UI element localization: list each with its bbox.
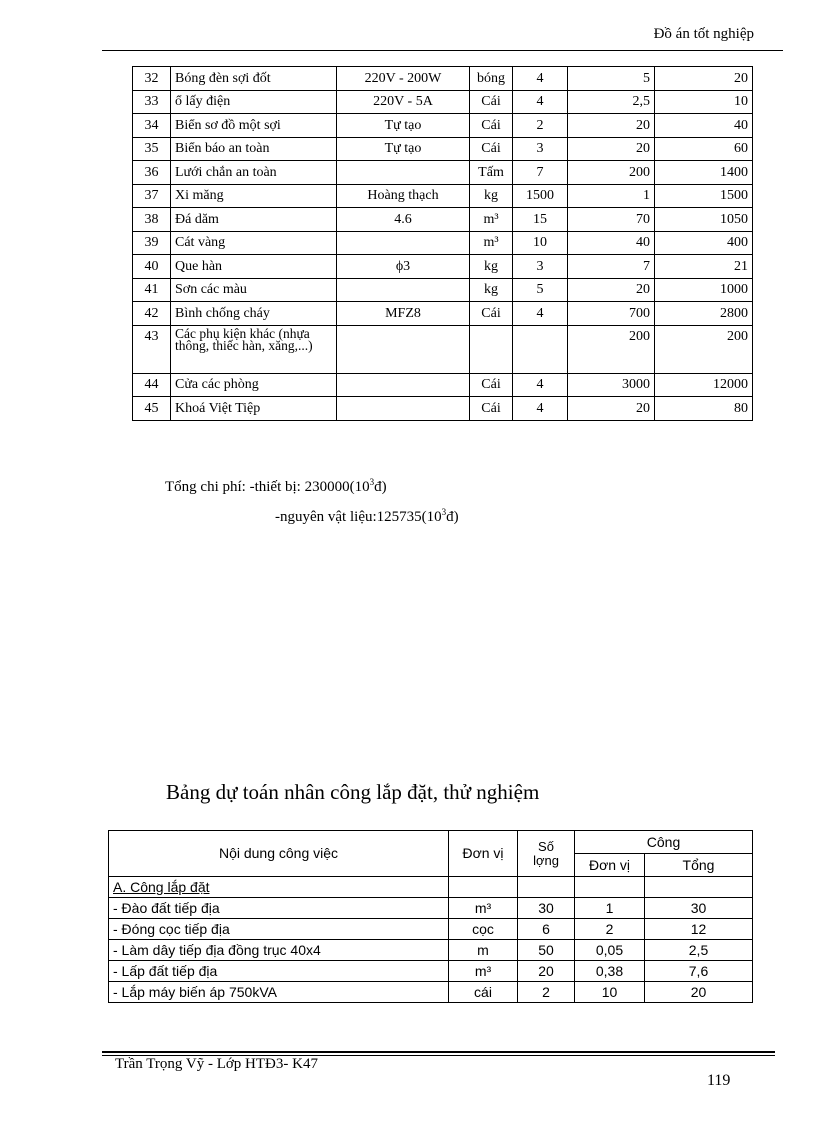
cell-spec — [337, 373, 470, 397]
cell-price: 40 — [568, 231, 655, 255]
cell-name: Biển sơ đồ một sợi — [171, 114, 337, 138]
cell-no: 42 — [133, 302, 171, 326]
cell-no: 45 — [133, 397, 171, 421]
cell-no: 37 — [133, 184, 171, 208]
cell-price: 20 — [568, 137, 655, 161]
cell-qty: 10 — [513, 231, 568, 255]
cell-qty: 3 — [513, 137, 568, 161]
cell-spec — [337, 161, 470, 185]
summary-label: Tổng chi phí: — [165, 479, 246, 495]
cell-cong-total: 7,6 — [645, 961, 753, 982]
cell-qty: 2 — [518, 982, 575, 1003]
labor-row — [109, 898, 753, 919]
cell-unit: Tấm — [470, 161, 513, 185]
cell-spec: 4.6 — [337, 208, 470, 232]
cell-unit: m³ — [470, 208, 513, 232]
page-number: 119 — [707, 1072, 731, 1089]
cell-name: Khoá Việt Tiệp — [171, 397, 337, 421]
cell-qty: 4 — [513, 90, 568, 114]
cell-total: 60 — [655, 137, 753, 161]
cell-task: - Đóng cọc tiếp địa — [109, 919, 449, 940]
material-row — [133, 325, 753, 373]
cost-summary — [165, 470, 459, 530]
cell-no: 41 — [133, 278, 171, 302]
cell-qty: 15 — [513, 208, 568, 232]
cell-unit: Cái — [470, 373, 513, 397]
cell-total: 1400 — [655, 161, 753, 185]
material-row — [133, 137, 753, 161]
col-header-content: Nội dung công việc — [109, 831, 449, 877]
cell-unit: Cái — [470, 397, 513, 421]
material-row — [133, 161, 753, 185]
labor-table-title: Bảng dự toán nhân công lắp đặt, thử nghiệm — [166, 780, 540, 804]
cell-no: 36 — [133, 161, 171, 185]
cell-unit: cọc — [449, 919, 518, 940]
labor-table — [108, 830, 753, 1003]
cell-price: 7 — [568, 255, 655, 279]
cell-unit: kg — [470, 184, 513, 208]
cell-name: ổ lấy điện — [171, 90, 337, 114]
material-row — [133, 208, 753, 232]
cell-cong-total: 12 — [645, 919, 753, 940]
col-header-qty: Số lợng — [518, 831, 575, 877]
cell-total: 12000 — [655, 373, 753, 397]
cell-total: 21 — [655, 255, 753, 279]
cell-qty: 20 — [518, 961, 575, 982]
cell-name: Xi măng — [171, 184, 337, 208]
cell-unit: bóng — [470, 67, 513, 91]
material-row — [133, 302, 753, 326]
header-rule — [102, 50, 783, 51]
cell-qty: 7 — [513, 161, 568, 185]
cell-unit: m³ — [449, 898, 518, 919]
cell-qty: 5 — [513, 278, 568, 302]
cell-no: 44 — [133, 373, 171, 397]
cell-price: 20 — [568, 278, 655, 302]
cell-spec: 220V - 5A — [337, 90, 470, 114]
material-row — [133, 255, 753, 279]
cell-spec: Tự tạo — [337, 114, 470, 138]
cell-spec: MFZ8 — [337, 302, 470, 326]
cell-total: 400 — [655, 231, 753, 255]
cell-total: 40 — [655, 114, 753, 138]
cell-qty: 3 — [513, 255, 568, 279]
cell-no: 35 — [133, 137, 171, 161]
cell-unit — [470, 325, 513, 373]
cell-price: 3000 — [568, 373, 655, 397]
material-row — [133, 231, 753, 255]
material-row — [133, 397, 753, 421]
cell-spec — [337, 231, 470, 255]
cell-price: 20 — [568, 397, 655, 421]
cell-no: 34 — [133, 114, 171, 138]
cell-qty: 4 — [513, 302, 568, 326]
footer-rule — [102, 1051, 775, 1053]
cell-cong-total: 2,5 — [645, 940, 753, 961]
cell-spec: Hoàng thạch — [337, 184, 470, 208]
cell-unit: Cái — [470, 114, 513, 138]
cell-spec: 220V - 200W — [337, 67, 470, 91]
cell-cong-unit: 0,05 — [575, 940, 645, 961]
cell-qty: 2 — [513, 114, 568, 138]
labor-row — [109, 961, 753, 982]
cell-name: Cát vàng — [171, 231, 337, 255]
material-row — [133, 278, 753, 302]
cell-total: 80 — [655, 397, 753, 421]
cell-name: Đá dăm — [171, 208, 337, 232]
cell-spec: Tự tạo — [337, 137, 470, 161]
cell-price: 200 — [568, 161, 655, 185]
cell-total: 200 — [655, 325, 753, 373]
cell-unit: m³ — [470, 231, 513, 255]
cell-name: Các phụ kiện khác (nhựa thông, thiếc hàn, xăng,...) — [171, 325, 337, 373]
cell-no: 43 — [133, 325, 171, 373]
cell-task: - Lấp đất tiếp địa — [109, 961, 449, 982]
cell-cong-total: 30 — [645, 898, 753, 919]
cell-unit: Cái — [470, 302, 513, 326]
cell-name: Lưới chắn an toàn — [171, 161, 337, 185]
cell-qty: 1500 — [513, 184, 568, 208]
cell-price: 20 — [568, 114, 655, 138]
cell-unit: m — [449, 940, 518, 961]
cell-cong-unit: 1 — [575, 898, 645, 919]
material-row — [133, 67, 753, 91]
cell-spec — [337, 325, 470, 373]
cell-price: 200 — [568, 325, 655, 373]
cell-unit: kg — [470, 278, 513, 302]
materials-table — [132, 66, 753, 421]
footer-author: Trần Trọng Vỹ - Lớp HTĐ3- K47 — [115, 1056, 318, 1072]
page-header-title: Đồ án tốt nghiệp — [653, 26, 754, 42]
labor-row — [109, 919, 753, 940]
cell-unit: m³ — [449, 961, 518, 982]
cell-no: 33 — [133, 90, 171, 114]
summary-line-equipment: Tổng chi phí: -thiết bị: $230000(10^3đ)$ — [165, 477, 387, 495]
cell-task: - Lắp máy biến áp 750kVA — [109, 982, 449, 1003]
cell-price: 5 — [568, 67, 655, 91]
cell-no: 38 — [133, 208, 171, 232]
cell-total: 20 — [655, 67, 753, 91]
cell-unit: Cái — [470, 90, 513, 114]
cell-qty: 4 — [513, 67, 568, 91]
cell-qty: 50 — [518, 940, 575, 961]
cell-price: 1 — [568, 184, 655, 208]
material-row — [133, 114, 753, 138]
summary-line-material: -nguyên vật $liệu:125735(10^3đ)$ — [275, 507, 459, 525]
cell-name: Que hàn — [171, 255, 337, 279]
section-row — [109, 877, 753, 898]
cell-price: 2,5 — [568, 90, 655, 114]
cell-cong-unit: 2 — [575, 919, 645, 940]
material-row — [133, 90, 753, 114]
cell-total: 1000 — [655, 278, 753, 302]
cell-total: 2800 — [655, 302, 753, 326]
col-header-cong: Công — [575, 831, 753, 854]
cell-task: - Làm dây tiếp địa đồng trục 40x4 — [109, 940, 449, 961]
cell-no: 40 — [133, 255, 171, 279]
cell-price: 70 — [568, 208, 655, 232]
cell-total: 1500 — [655, 184, 753, 208]
cell-qty: 6 — [518, 919, 575, 940]
section-a-label: A. Công lắp đặt — [109, 877, 449, 898]
cell-unit: kg — [470, 255, 513, 279]
labor-row — [109, 940, 753, 961]
cell-spec: ϕ3 — [337, 255, 470, 279]
cell-cong-total: 20 — [645, 982, 753, 1003]
cell-name: Biển báo an toàn — [171, 137, 337, 161]
cell-total: 10 — [655, 90, 753, 114]
cell-name: Bóng đèn sợi đốt — [171, 67, 337, 91]
cell-name: Bình chống cháy — [171, 302, 337, 326]
cell-name: Sơn các màu — [171, 278, 337, 302]
cell-qty: 30 — [518, 898, 575, 919]
cell-name: Cửa các phòng — [171, 373, 337, 397]
cell-qty — [513, 325, 568, 373]
labor-row — [109, 982, 753, 1003]
cell-task: - Đào đất tiếp địa — [109, 898, 449, 919]
cell-unit: cái — [449, 982, 518, 1003]
cell-qty: 4 — [513, 373, 568, 397]
cell-price: 700 — [568, 302, 655, 326]
cell-qty: 4 — [513, 397, 568, 421]
cell-cong-unit: 0,38 — [575, 961, 645, 982]
col-header-unit: Đơn vị — [449, 831, 518, 877]
col-header-cong-total: Tổng — [645, 854, 753, 877]
col-header-cong-unit: Đơn vị — [575, 854, 645, 877]
cell-cong-unit: 10 — [575, 982, 645, 1003]
cell-no: 39 — [133, 231, 171, 255]
material-row — [133, 373, 753, 397]
cell-unit: Cái — [470, 137, 513, 161]
cell-spec — [337, 278, 470, 302]
material-row — [133, 184, 753, 208]
cell-spec — [337, 397, 470, 421]
cell-total: 1050 — [655, 208, 753, 232]
cell-no: 32 — [133, 67, 171, 91]
